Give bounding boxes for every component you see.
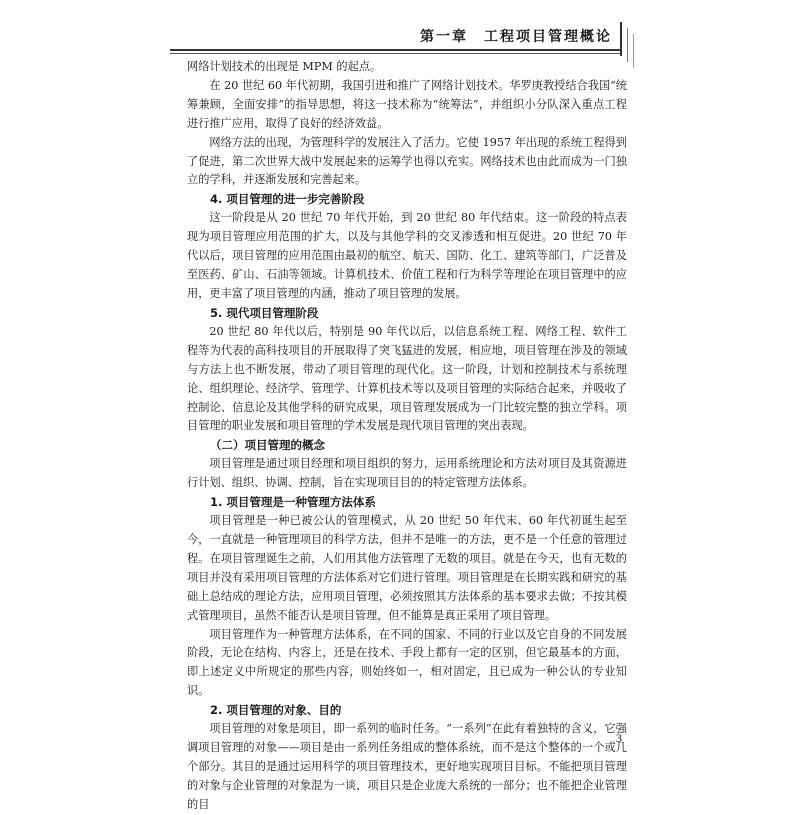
section-heading: 5. 现代项目管理阶段 — [210, 305, 319, 320]
header-vertical-bar — [633, 34, 634, 68]
section-heading: 1. 项目管理是一种管理方法体系 — [210, 495, 376, 510]
paragraph: 项目管理作为一种管理方法体系，在不同的国家、不同的行业以及它自身的不同发展阶段，无论在结构、内容上，还是在技术、手段上都有一定的区别，但它最基本的方面，即上述定义中所规定的那些内容，则始终如一，相对固定，且已成为一种公认的专业知识。 — [187, 627, 627, 698]
page-body — [187, 58, 627, 815]
paragraph: 项目管理的对象是项目，即一系列的临时任务。“一系列”在此有着独特的含义，它强调项目管理的对象——项目是由一系列任务组成的整体系统，而不是这个整体的一个或几个部分。其目的是通过运用科学的项目管理技术，更好地实现项目目标。不能把项目管理的对象与企业管理的对象混为一谈，项目只是企业庞大系统的一部分；也不能把企业管理的目 — [187, 722, 627, 811]
paragraph: 网络方法的出现，为管理科学的发展注入了活力。它使 1957 年出现的系统工程得到了促进，第二次世界大战中发展起来的运筹学也得以充实。网络技术也由此而成为一门独立的学科，并逐渐发展和完善起来。 — [187, 135, 627, 187]
section-heading: 4. 项目管理的进一步完善阶段 — [210, 192, 365, 207]
section-heading: （二）项目管理的概念 — [210, 438, 325, 453]
paragraph: 20 世纪 80 年代以后，特别是 90 年代以后，以信息系统工程、网络工程、软件工程等为代表的高科技项目的开展取得了突飞猛进的发展，相应地，项目管理在涉及的领域与方法上也不断发展，带动了项目管理的现代化。这一阶段，计划和控制技术与系统理论、组织理论、经济学、管理学、计算机技术等以及项目管理的实际结合起来，并吸收了控制论、信息论及其他学科的研究成果，项目管理发展成为一门比较完整的独立学科。项目管理的职业发展和项目管理的学术发展是现代项目管理的突出表现。 — [187, 324, 627, 433]
paragraph: 项目管理是一种已被公认的管理模式，从 20 世纪 50 年代末、60 年代初诞生起至今，一直就是一种管理项目的科学方法，但并不是唯一的方法，更不是一个任意的管理过程。在项目管理诞生之前，人们用其他方法管理了无数的项目。就是在今天，也有无数的项目并没有采用项目管理的方法体系对它们进行管理。项目管理是在长期实践和研究的基础上总结成的理论方法，应用项目管理，必须按照其方法体系的基本要求去做；不按其模式管理项目，虽然不能否认是项目管理，但不能算是真正采用了项目管理。 — [187, 514, 627, 622]
paragraph: 在 20 世纪 60 年代初期，我国引进和推广了网络计划技术。华罗庚教授结合我国“统筹兼顾，全面安排”的指导思想，将这一技术称为“统筹法”，并组织小分队深入重点工程进行推广应用，取得了良好的经济效益。 — [187, 78, 627, 130]
chapter-title: 第一章 工程项目管理概论 — [420, 29, 612, 45]
header-vertical-bar — [620, 22, 622, 56]
paragraph: 这一阶段是从 20 世纪 70 年代开始，到 20 世纪 80 年代结束。这一阶段的特点表现为项目管理应用范围的扩大，以及与其他学科的交叉渗透和相互促进。20 世纪 70 年代以后，项目管理的应用范围由最初的航空、航天、国防、化工、建筑等部门，广泛普及至医药、矿山、石油等领域。计算机技术、价值工程和行为科学等理论在项目管理中的应用，更丰富了项目管理的内涵，推动了项目管理的发展。 — [187, 211, 627, 300]
header-vertical-bar — [627, 28, 628, 62]
running-header — [170, 22, 630, 52]
page-number: 3 — [616, 731, 622, 745]
header-rule-thin — [170, 53, 622, 54]
section-heading: 2. 项目管理的对象、目的 — [210, 703, 342, 718]
paragraph: 网络计划技术的出现是 MPM 的起点。 — [187, 60, 382, 73]
header-rule — [170, 49, 622, 51]
paragraph: 项目管理是通过项目经理和项目组织的努力，运用系统理论和方法对项目及其资源进行计划、组织、协调、控制，旨在实现项目目的的特定管理方法体系。 — [187, 457, 627, 490]
